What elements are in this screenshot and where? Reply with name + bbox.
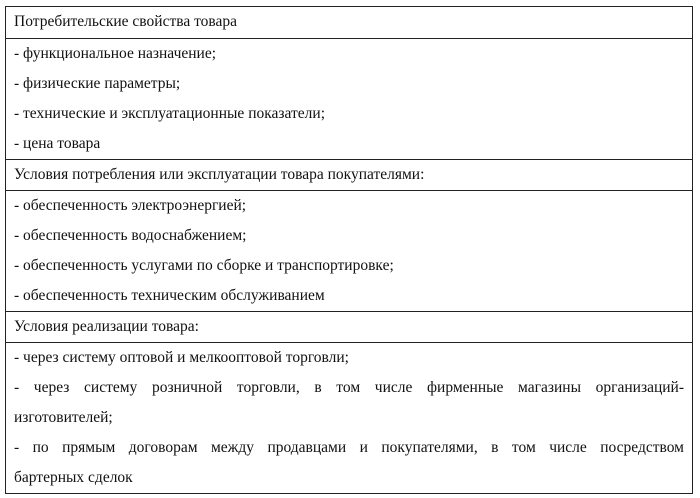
- list-item: - обеспеченность водоснабжением;: [14, 227, 247, 244]
- list-item: - физические параметры;: [14, 75, 181, 92]
- section-header-usage-conditions: Условия потребления или эксплуатации товара покупателями:: [6, 159, 692, 190]
- section-body-sales-conditions: [6, 342, 692, 493]
- list-item: - обеспеченность электроэнергией;: [14, 197, 247, 214]
- list-item: - через систему оптовой и мелкооптовой торговли;: [14, 349, 349, 366]
- list-item-continuation: бартерных сделок: [14, 469, 133, 486]
- list-item-continuation: изготовителей;: [14, 409, 113, 426]
- list-item: - цена товара: [14, 135, 101, 152]
- section-body-consumer-properties: [6, 38, 692, 159]
- section-header-consumer-properties: Потребительские свойства товара: [14, 13, 238, 30]
- list-item: - через систему розничной торговли, в том числе фирменные магазины организаций-: [14, 379, 684, 396]
- section-body-usage-conditions: [6, 190, 692, 311]
- list-item: - обеспеченность техническим обслуживанием: [14, 287, 325, 304]
- list-item: - по прямым договорам между продавцами и покупателями, в том числе посредством: [14, 439, 684, 456]
- list-item: - обеспеченность услугами по сборке и транспортировке;: [14, 257, 394, 274]
- list-item: - функциональное назначение;: [14, 45, 217, 62]
- properties-table: [5, 6, 693, 494]
- section-header-sales-conditions: Условия реализации товара:: [6, 311, 692, 342]
- list-item: - технические и эксплуатационные показатели;: [14, 105, 325, 122]
